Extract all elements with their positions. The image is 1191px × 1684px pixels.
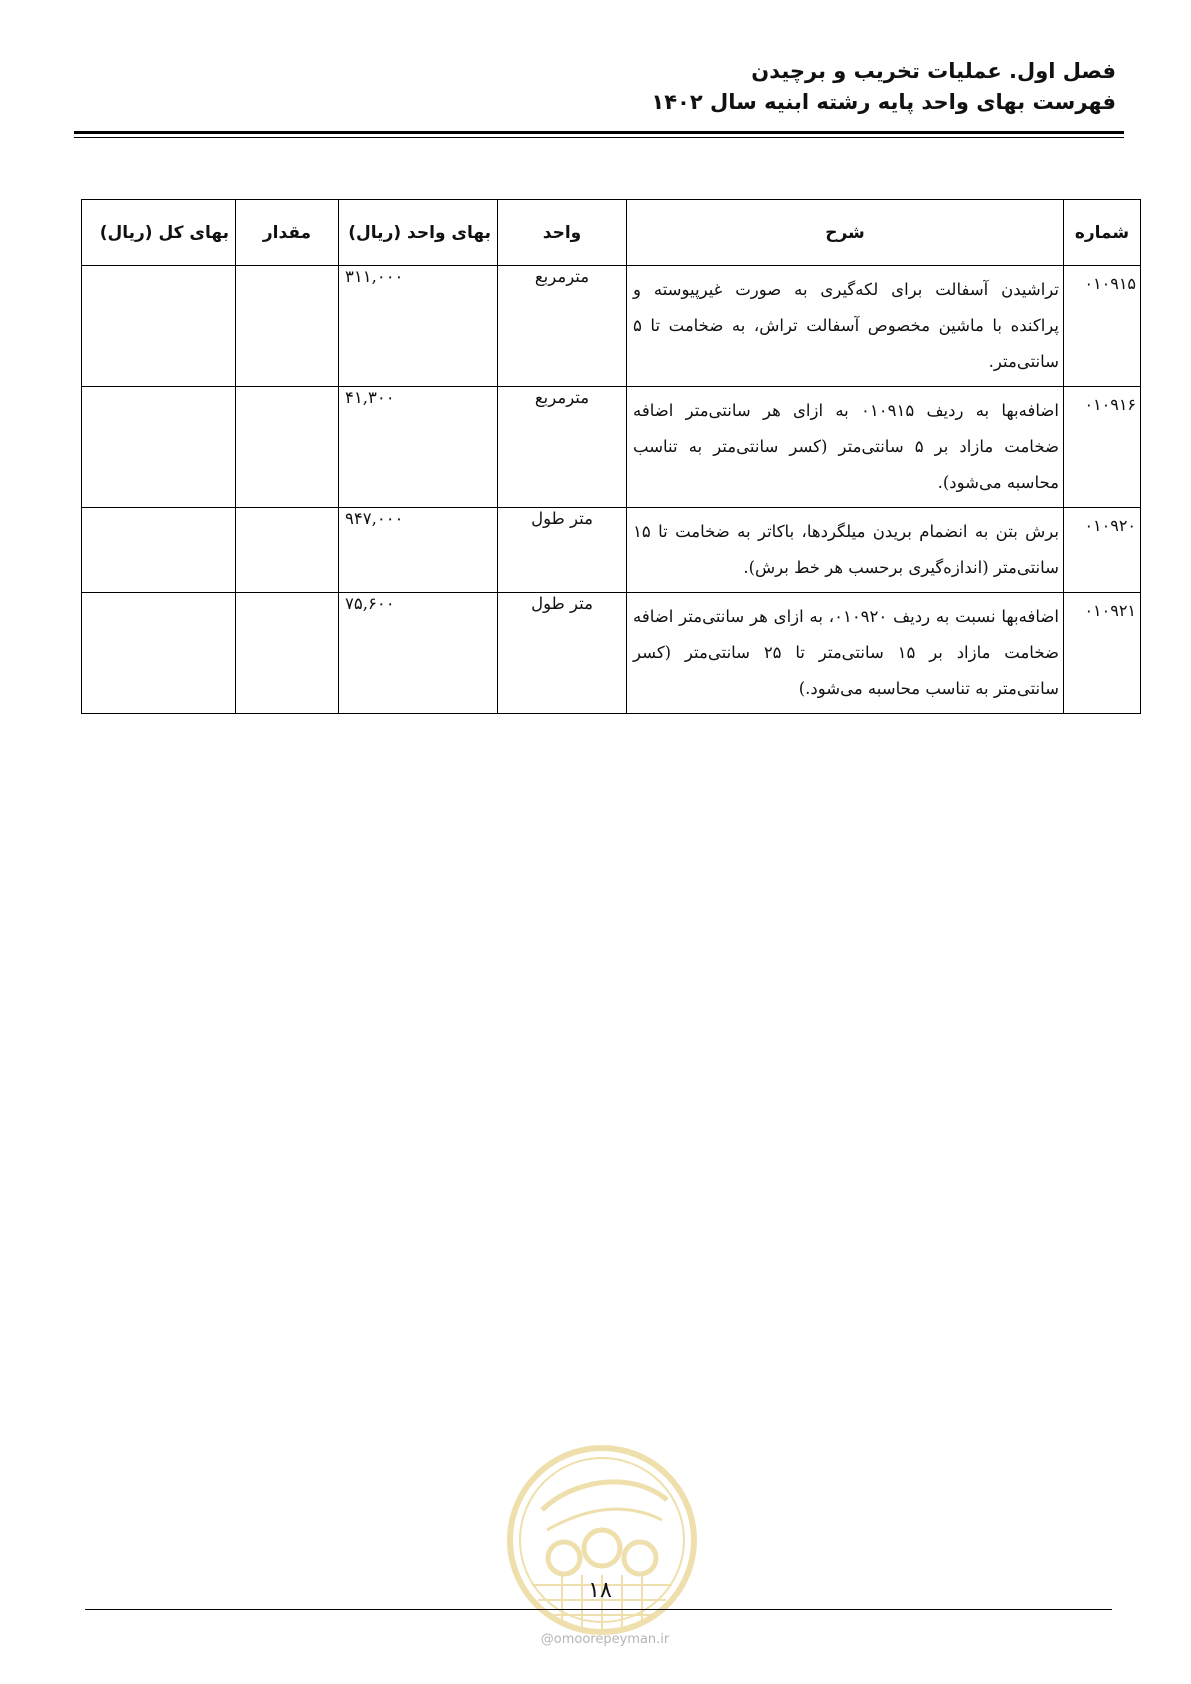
row-quantity	[236, 387, 339, 508]
column-header-unit-price: بهای واحد (ریال)	[339, 200, 498, 266]
row-code: ۰۱۰۹۱۶	[1064, 387, 1141, 508]
row-code: ۰۱۰۹۲۰	[1064, 508, 1141, 593]
row-unit-price: ۹۴۷,۰۰۰	[339, 508, 498, 593]
row-code: ۰۱۰۹۱۵	[1064, 266, 1141, 387]
row-quantity	[236, 508, 339, 593]
table-row	[82, 593, 1141, 714]
page-header	[76, 56, 1116, 118]
row-description: اضافه‌بها به ردیف ۰۱۰۹۱۵ به ازای هر سانتی‌متر اضافه ضخامت مازاد بر ۵ سانتی‌متر (کسر سانتی‌متر به تناسب محاسبه می‌شود).	[627, 387, 1064, 508]
row-unit: متر طول	[498, 593, 627, 714]
page-number: ۱۸	[588, 1578, 612, 1603]
website-watermark: @omoorepeyman.ir	[540, 1632, 670, 1647]
column-header-total-price: بهای کل (ریال)	[82, 200, 236, 266]
omoorepeyman-seal-logo-icon	[502, 1440, 702, 1640]
table-row	[82, 266, 1141, 387]
row-unit: مترمربع	[498, 266, 627, 387]
book-title: فهرست بهای واحد پایه رشته ابنیه سال ۱۴۰۲	[651, 90, 1116, 114]
table-header-row	[82, 200, 1141, 266]
chapter-title: فصل اول. عملیات تخریب و برچیدن	[751, 59, 1116, 83]
column-header-description: شرح	[627, 200, 1064, 266]
row-code: ۰۱۰۹۲۱	[1064, 593, 1141, 714]
header-rule-thick	[74, 131, 1124, 134]
row-description: تراشیدن آسفالت برای لکه‌گیری به صورت غیرپیوسته و پراکنده با ماشین مخصوص آسفالت تراش، به ضخامت تا ۵ سانتی‌متر.	[627, 266, 1064, 387]
row-description: برش بتن به انضمام بریدن میلگردها، باکاتر به ضخامت تا ۱۵ سانتی‌متر (اندازه‌گیری برحسب هر خط برش).	[627, 508, 1064, 593]
row-description: اضافه‌بها نسبت به ردیف ۰۱۰۹۲۰، به ازای هر سانتی‌متر اضافه ضخامت مازاد بر ۱۵ سانتی‌متر تا ۲۵ سانتی‌متر (کسر سانتی‌متر به تناسب محاسبه می‌شود.)	[627, 593, 1064, 714]
row-total-price	[82, 387, 236, 508]
row-total-price	[82, 593, 236, 714]
row-quantity	[236, 593, 339, 714]
row-total-price	[82, 266, 236, 387]
header-rule-thin	[74, 137, 1124, 138]
table-row	[82, 508, 1141, 593]
row-unit-price: ۷۵,۶۰۰	[339, 593, 498, 714]
row-total-price	[82, 508, 236, 593]
footer-rule	[85, 1609, 1112, 1610]
row-quantity	[236, 266, 339, 387]
row-unit: متر طول	[498, 508, 627, 593]
table-row	[82, 387, 1141, 508]
column-header-quantity: مقدار	[236, 200, 339, 266]
row-unit-price: ۴۱,۳۰۰	[339, 387, 498, 508]
column-header-code: شماره	[1064, 200, 1141, 266]
row-unit: مترمربع	[498, 387, 627, 508]
price-list-table	[81, 199, 1141, 714]
column-header-unit: واحد	[498, 200, 627, 266]
row-unit-price: ۳۱۱,۰۰۰	[339, 266, 498, 387]
